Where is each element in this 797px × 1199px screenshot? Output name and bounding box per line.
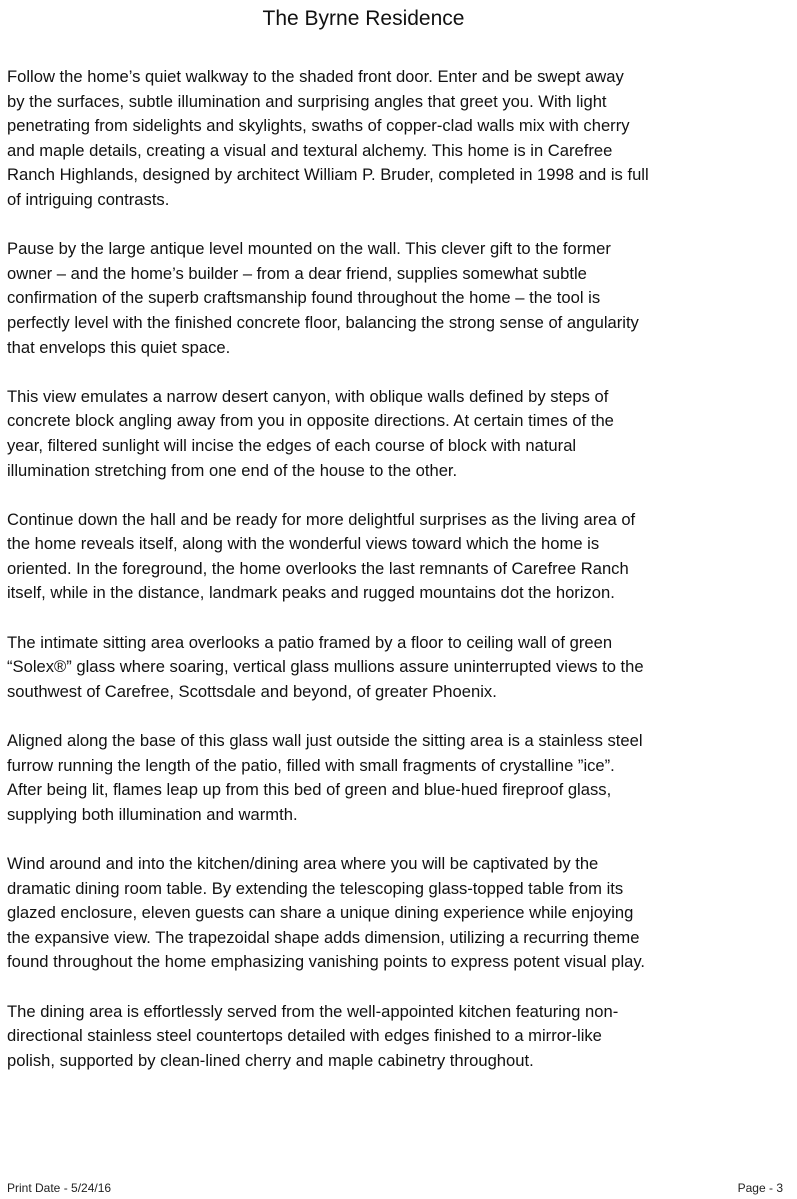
paragraph xyxy=(7,729,792,827)
text-line: Pause by the large antique level mounted on the wall. This clever gift to the former xyxy=(7,239,611,259)
text-line: southwest of Carefree, Scottsdale and beyond, of greater Phoenix. xyxy=(7,681,497,701)
text-line: the expansive view. The trapezoidal shape adds dimension, utilizing a recurring theme xyxy=(7,927,640,947)
print-date: Print Date - 5/24/16 xyxy=(7,1181,112,1195)
text-line: year, filtered sunlight will incise the edges of each course of block with natural xyxy=(7,435,577,455)
paragraph xyxy=(7,65,792,213)
text-line: polish, supported by clean-lined cherry and maple cabinetry throughout. xyxy=(7,1050,534,1070)
text-line: the home reveals itself, along with the wonderful views toward which the home is xyxy=(7,534,600,554)
paragraph xyxy=(7,385,792,483)
text-line: glazed enclosure, eleven guests can share a unique dining experience while enjoying xyxy=(7,903,634,923)
text-line: owner – and the home’s builder – from a dear friend, supplies somewhat subtle xyxy=(7,263,587,283)
text-line: Follow the home’s quiet walkway to the shaded front door. Enter and be swept away xyxy=(7,67,624,86)
paragraph xyxy=(7,237,792,360)
text-line: confirmation of the superb craftsmanship found throughout the home – the tool is xyxy=(7,288,601,308)
text-line: itself, while in the distance, landmark peaks and rugged mountains dot the horizon. xyxy=(7,583,615,603)
paragraph xyxy=(7,631,792,705)
paragraph xyxy=(7,1000,792,1074)
text-line: Aligned along the base of this glass wall just outside the sitting area is a stainless steel xyxy=(7,731,643,751)
text-line: dramatic dining room table. By extending the telescoping glass-topped table from its xyxy=(7,878,624,898)
paragraph xyxy=(7,852,792,975)
page-title: The Byrne Residence xyxy=(262,7,465,30)
document-body xyxy=(7,65,792,1098)
text-line: The intimate sitting area overlooks a patio framed by a floor to ceiling wall of green xyxy=(7,632,613,652)
text-line: concrete block angling away from you in opposite directions. At certain times of the xyxy=(7,411,614,431)
text-line: penetrating from sidelights and skylights, swaths of copper-clad walls mix with cherry xyxy=(7,116,630,136)
text-line: by the surfaces, subtle illumination and surprising angles that greet you. With light xyxy=(7,91,607,111)
text-line: that envelops this quiet space. xyxy=(7,337,231,357)
text-line: This view emulates a narrow desert canyon, with oblique walls defined by steps of xyxy=(7,386,609,406)
paragraph xyxy=(7,508,792,606)
text-line: oriented. In the foreground, the home overlooks the last remnants of Carefree Ranch xyxy=(7,558,629,578)
text-line: After being lit, flames leap up from this bed of green and blue-hued fireproof glass, xyxy=(7,780,612,800)
text-line: of intriguing contrasts. xyxy=(7,189,170,209)
text-line: “Solex®” glass where soaring, vertical glass mullions assure uninterrupted views to the xyxy=(7,657,644,677)
text-line: perfectly level with the finished concrete floor, balancing the strong sense of angularity xyxy=(7,312,639,332)
page-number: Page - 3 xyxy=(737,1181,783,1195)
text-line: Wind around and into the kitchen/dining area where you will be captivated by the xyxy=(7,854,599,873)
text-line: Continue down the hall and be ready for more delightful surprises as the living area of xyxy=(7,509,636,529)
text-line: Ranch Highlands, designed by architect William P. Bruder, completed in 1998 and is full xyxy=(7,165,649,185)
text-line: The dining area is effortlessly served from the well-appointed kitchen featuring non- xyxy=(7,1001,619,1021)
text-line: illumination stretching from one end of the house to the other. xyxy=(7,460,458,480)
text-line: and maple details, creating a visual and textural alchemy. This home is in Carefree xyxy=(7,140,613,160)
text-line: furrow running the length of the patio, filled with small fragments of crystalline ”ice”. xyxy=(7,755,615,775)
text-line: supplying both illumination and warmth. xyxy=(7,804,298,824)
text-line: directional stainless steel countertops detailed with edges finished to a mirror-like xyxy=(7,1026,602,1046)
text-line: found throughout the home emphasizing vanishing points to express potent visual play. xyxy=(7,952,646,972)
